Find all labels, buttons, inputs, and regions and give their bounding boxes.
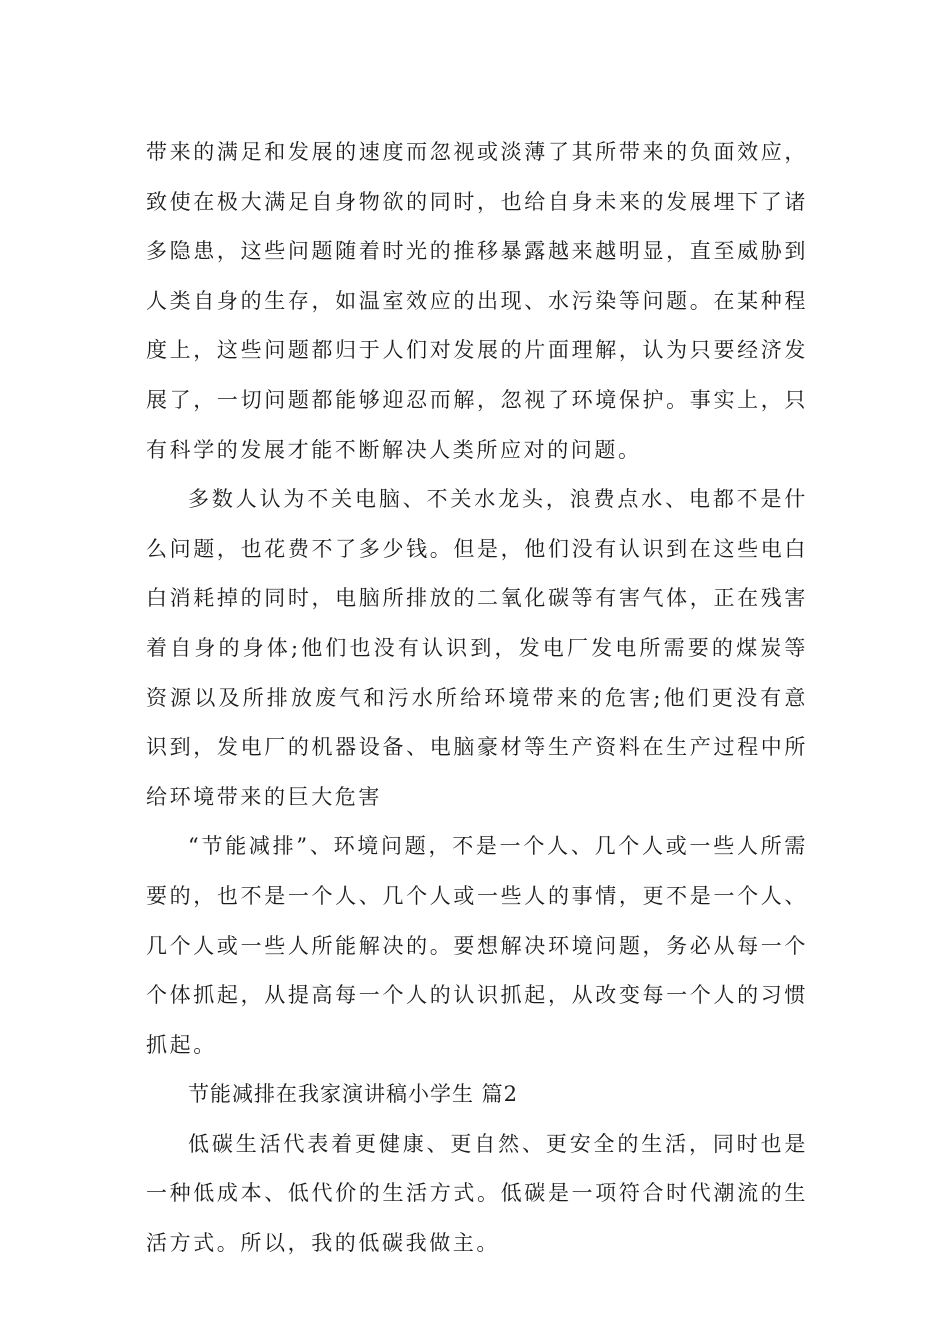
paragraph-low-carbon-life: 低碳生活代表着更健康、更自然、更安全的生活，同时也是一种低成本、低代价的生活方式。低碳是一项符合时代潮流的生活方式。所以，我的低碳我做主。 — [146, 1131, 808, 1256]
paragraph-continuation: 带来的满足和发展的速度而忽视或淡薄了其所带来的负面效应，致使在极大满足自身物欲的同时，也给自身未来的发展埋下了诸多隐患，这些问题随着时光的推移暴露越来越明显，直至威胁到人类自身的生存，如温室效应的出现、水污染等问题。在某种程度上，这些问题都归于人们对发展的片面理解，认为只要经济发展了，一切问题都能够迎忍而解，忽视了环境保护。事实上，只有科学的发展才能不断解决人类所应对的问题。 — [146, 140, 808, 462]
paragraph-waste-electricity: 多数人认为不关电脑、不关水龙头，浪费点水、电都不是什么问题，也花费不了多少钱。但是，他们没有认识到在这些电白白消耗掉的同时，电脑所排放的二氧化碳等有害气体，正在残害着自身的身体;他们也没有认识到，发电厂发电所需要的煤炭等资源以及所排放废气和污水所给环境带来的危害;他们更没有意识到，发电厂的机器设备、电脑豪材等生产资料在生产过程中所给环境带来的巨大危害 — [146, 487, 808, 809]
document-body — [146, 128, 808, 1269]
paragraph-energy-saving-responsibility: “节能减排”、环境问题，不是一个人、几个人或一些人所需要的，也不是一个人、几个人或一些人的事情，更不是一个人、几个人或一些人所能解决的。要想解决环境问题，务必从每一个个体抓起，从提高每一个人的认识抓起，从改变每一个人的习惯抓起。 — [146, 834, 808, 1057]
section-heading: 节能减排在我家演讲稿小学生 篇2 — [188, 1082, 519, 1107]
